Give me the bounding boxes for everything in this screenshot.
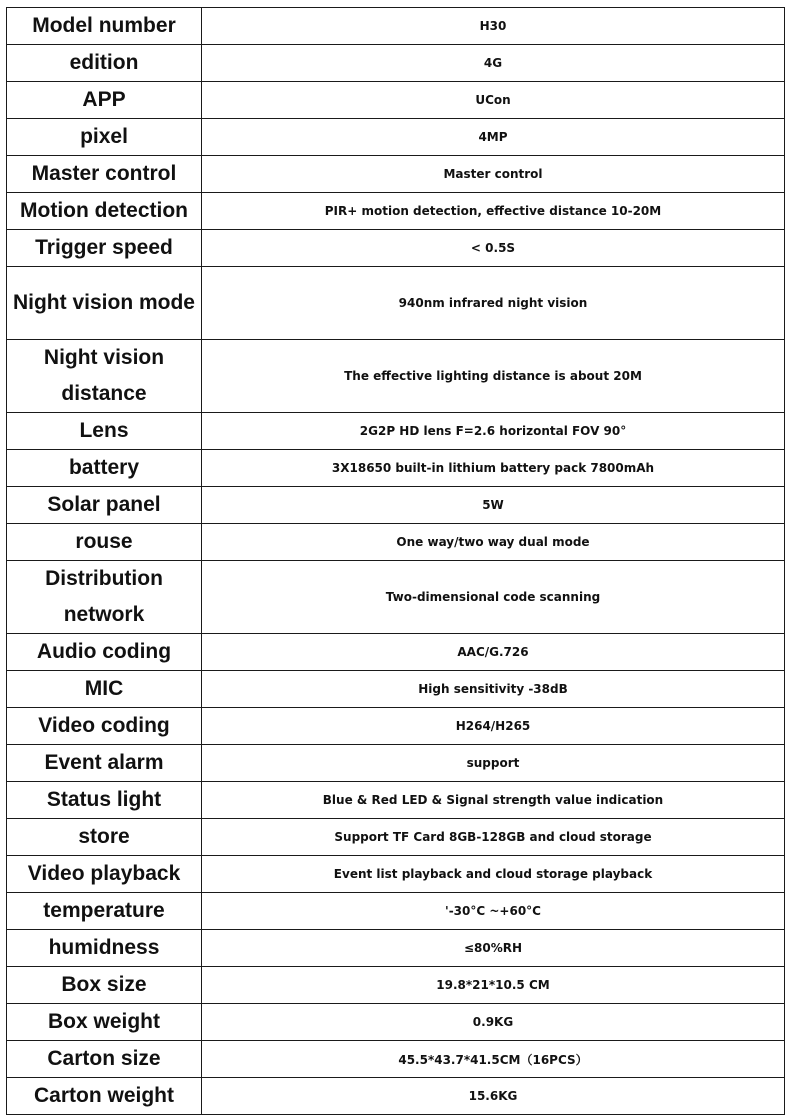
spec-value: '-30°C ~+60°C [202, 893, 785, 930]
table-row [7, 930, 785, 967]
spec-label: Carton size [7, 1041, 202, 1078]
table-row [7, 561, 785, 634]
table-row [7, 1078, 785, 1115]
table-row [7, 819, 785, 856]
spec-value: H30 [202, 8, 785, 45]
spec-label: Night vision mode [7, 267, 202, 340]
spec-value: < 0.5S [202, 230, 785, 267]
table-row [7, 487, 785, 524]
spec-value: Blue & Red LED & Signal strength value indication [202, 782, 785, 819]
spec-value: Two-dimensional code scanning [202, 561, 785, 634]
spec-value: PIR+ motion detection, effective distance 10-20M [202, 193, 785, 230]
spec-label: Night vision distance [7, 340, 202, 413]
spec-label: MIC [7, 671, 202, 708]
spec-value: 3X18650 built-in lithium battery pack 7800mAh [202, 450, 785, 487]
table-row [7, 230, 785, 267]
spec-label: Distribution network [7, 561, 202, 634]
spec-value: AAC/G.726 [202, 634, 785, 671]
table-row [7, 745, 785, 782]
spec-label: humidness [7, 930, 202, 967]
table-row [7, 634, 785, 671]
table-row [7, 524, 785, 561]
spec-value: support [202, 745, 785, 782]
spec-label: store [7, 819, 202, 856]
spec-label: edition [7, 45, 202, 82]
table-row [7, 267, 785, 340]
spec-value: 2G2P HD lens F=2.6 horizontal FOV 90° [202, 413, 785, 450]
spec-value: H264/H265 [202, 708, 785, 745]
spec-label: Audio coding [7, 634, 202, 671]
table-row [7, 119, 785, 156]
spec-label: Video coding [7, 708, 202, 745]
table-row [7, 450, 785, 487]
spec-label: Master control [7, 156, 202, 193]
spec-label: Status light [7, 782, 202, 819]
table-row [7, 82, 785, 119]
spec-value: UCon [202, 82, 785, 119]
spec-label: battery [7, 450, 202, 487]
table-row [7, 671, 785, 708]
spec-value: ≤80%RH [202, 930, 785, 967]
spec-value: Event list playback and cloud storage playback [202, 856, 785, 893]
spec-value: 4G [202, 45, 785, 82]
table-row [7, 708, 785, 745]
spec-value: 19.8*21*10.5 CM [202, 967, 785, 1004]
table-row [7, 1041, 785, 1078]
spec-label: Trigger speed [7, 230, 202, 267]
table-row [7, 413, 785, 450]
table-row [7, 893, 785, 930]
table-row [7, 45, 785, 82]
table-row [7, 8, 785, 45]
spec-label: Video playback [7, 856, 202, 893]
spec-label: Box weight [7, 1004, 202, 1041]
spec-value: 15.6KG [202, 1078, 785, 1115]
spec-label: rouse [7, 524, 202, 561]
spec-label: APP [7, 82, 202, 119]
spec-label: Box size [7, 967, 202, 1004]
spec-value: The effective lighting distance is about 20M [202, 340, 785, 413]
spec-value: Master control [202, 156, 785, 193]
spec-label: Solar panel [7, 487, 202, 524]
table-row [7, 193, 785, 230]
spec-value: 45.5*43.7*41.5CM（16PCS） [202, 1041, 785, 1078]
table-row [7, 1004, 785, 1041]
table-row [7, 967, 785, 1004]
spec-label: Carton weight [7, 1078, 202, 1115]
spec-label: Lens [7, 413, 202, 450]
spec-table [6, 7, 785, 1115]
spec-label: temperature [7, 893, 202, 930]
spec-value: High sensitivity -38dB [202, 671, 785, 708]
spec-value: One way/two way dual mode [202, 524, 785, 561]
table-row [7, 856, 785, 893]
spec-label: pixel [7, 119, 202, 156]
table-row [7, 156, 785, 193]
spec-value: Support TF Card 8GB-128GB and cloud storage [202, 819, 785, 856]
table-row [7, 782, 785, 819]
table-row [7, 340, 785, 413]
spec-value: 4MP [202, 119, 785, 156]
spec-value: 0.9KG [202, 1004, 785, 1041]
spec-label: Motion detection [7, 193, 202, 230]
spec-value: 940nm infrared night vision [202, 267, 785, 340]
spec-value: 5W [202, 487, 785, 524]
spec-label: Model number [7, 8, 202, 45]
spec-label: Event alarm [7, 745, 202, 782]
spec-table-body [7, 8, 785, 1115]
